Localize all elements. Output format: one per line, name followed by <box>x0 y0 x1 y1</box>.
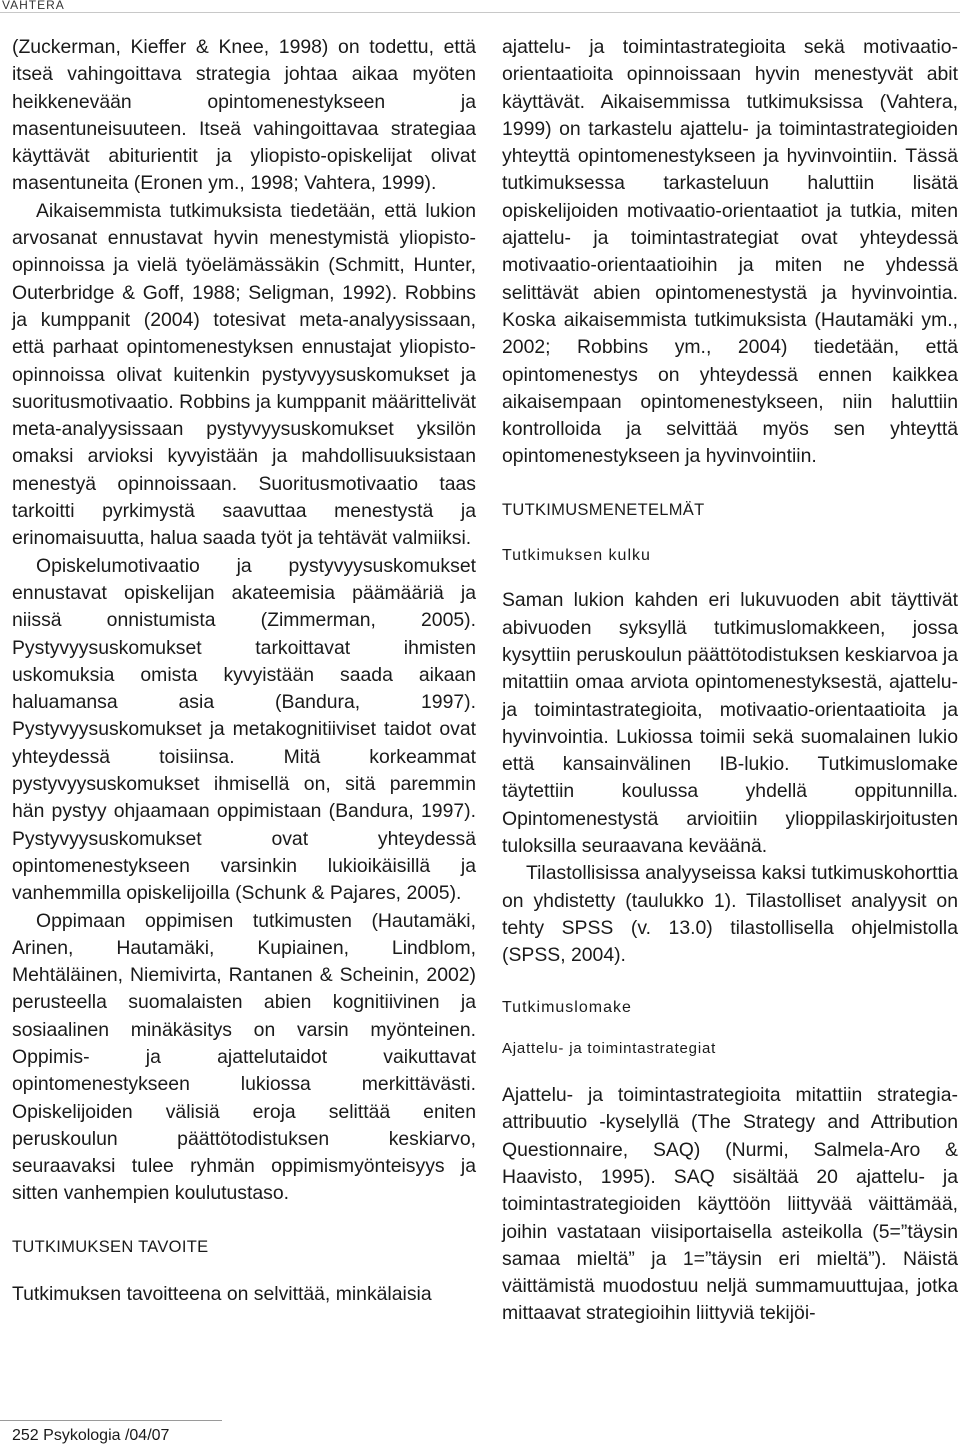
footer-page-info: 252 Psykologia /04/07 <box>12 1427 170 1444</box>
left-paragraph-4: Oppimaan oppimisen tutkimusten (Hautamäki, Arinen, Hautamäki, Kupiainen, Lindblom, Mehtäläinen, Niemivirta, Rantanen & Scheinin, 2002) perusteella suomalaisten abien kognitiivinen ja sosiaalinen minäkäsitys on varsin myönteinen. Oppimis- ja ajattelutaidot vaikuttavat opintomenestykseen lukiossa merkittävästi. Opiskelijoiden välisiä eroja selittää eniten peruskoulun päättötodistuksen keskiarvo, seuraavaksi tulee ryhmän oppimismyönteisyys ja sitten vanhempien koulutustaso. <box>12 909 476 1205</box>
page-footer <box>0 1420 222 1444</box>
right-column <box>502 34 958 1328</box>
subheading-questionnaire: Tutkimuslomake <box>502 998 632 1016</box>
right-paragraph-3: Tilastollisissa analyyseissa kaksi tutkimuskohorttia on yhdistetty (taulukko 1). Tilastolliset analyysit on tehty SPSS (v. 13.0) tilastollisella ohjelmistolla (SPSS, 2004). <box>502 862 958 967</box>
subheading-study-course: Tutkimuksen kulku <box>502 547 651 565</box>
subsubheading-strategies: Ajattelu- ja toimintastrategiat <box>502 1039 717 1057</box>
left-paragraph-2: Aikaisemmista tutkimuksista tiedetään, että lukion arvosanat ennustavat hyvin menestymistä yliopisto-opinnoissa ja vielä työelämässäkin (Schmitt, Hunter, Outerbridge & Goff, 1988; Seligman, 1992). Robbins ja kumppanit (2004) totesivat meta-analyysissaan, että parhaat opintomenestyksen ennustajat yliopisto-opinnoissa olivat kuitenkin pystyvyysuskomukset ja suoritusmotivaatio. Robbins ja kumppanit määrittelivät meta-analyysissaan pystyvyysuskomukset yksilön omaksi arvioksi kyvyistään ja mahdollisuuksistaan menestyä opinnoissaan. Suoritusmotivaatio taas tarkoitti pyrkimystä saavuttaa menestystä ja erinomaisuutta, halua saada työt ja tehtävät valmiiksi. <box>12 199 476 550</box>
right-paragraph-4: Ajattelu- ja toimintastrategioita mitattiin strategia-attribuutio -kyselyllä (The Strategy and Attribution Questionnaire, SAQ) (Nurmi, Salmela-Aro & Haavisto, 1995). SAQ sisältää 20 ajattelu- ja toimintastrategioiden käyttöön liittyvää väittämää, joihin vastataan viisiportaisella asteikolla (5=”täysin samaa mieltä” ja 1=”täysin eri mieltä”). Näistä väittämistä muodostuu neljä summamuuttujaa, jotka mittaavat strategioihin liittyviä tekijöi- <box>502 1084 958 1325</box>
heading-methods: TUTKIMUSMENETELMÄT <box>502 500 705 519</box>
right-paragraph-1: ajattelu- ja toimintastrategioita sekä motivaatio-orientaatioita opinnoissaan hyvin menestyvät abit käyttävät. Aikaisemmissa tutkimuksissa (Vahtera, 1999) on tarkastelu ajattelu- ja toimintastrategioiden yhteyttä opintomenestykseen ja hyvinvointiin. Tässä tutkimuksessa tarkasteluun haluttiin lisätä opiskelijoiden motivaatio-orientaatiot ja tutkia, miten ajattelu- ja toimintastrategiat ovat yhteydessä motivaatio-orientaatioihin ja miten ne yhdessä selittävät abien opintomenestystä ja hyvinvointia. Koska aikaisemmista tutkimuksista (Hautamäki ym., 2002; Robbins ym., 2004) tiedetään, että opintomenestys on yhteydessä ennen kaikkea aikaisempaan opintomenestykseen, niin haluttiin kontrolloida ja selvittää myös sen yhteyttä opintomenestykseen ja hyvinvointiin. <box>502 36 958 468</box>
running-header <box>0 0 960 13</box>
left-paragraph-3: Opiskelumotivaatio ja pystyvyysuskomukset ennustavat opiskelijan akateemisia päämääriä ja niissä onnistumista (Zimmerman, 2005). Pystyvyysuskomukset tarkoittavat ihmisten uskomuksia omista kyvyistään saada aikaan haluamansa asia (Bandura, 1997). Pystyvyysuskomukset ja metakognitiiviset taidot ovat yhteydessä toisiinsa. Mitä korkeammat pystyvyysuskomukset ihmisellä on, sitä paremmin hän pystyy ohjaamaan oppimistaan (Bandura, 1997). Pystyvyysuskomukset ovat yhteydessä opintomenestykseen varsinkin lukioikäisillä ja vanhemmilla opiskelijoilla (Schunk & Pajares, 2005). <box>12 554 476 905</box>
left-paragraph-5: Tutkimuksen tavoitteena on selvittää, minkälaisia <box>12 1283 432 1306</box>
header-title: VAHTERA <box>2 0 65 12</box>
left-paragraph-1: (Zuckerman, Kieffer & Knee, 1998) on todettu, että itseä vahingoittava strategia johtaa aikaa myöten heikkenevään opintomenestykseen ja masentuneisuuteen. Itseä vahingoittavaa strategiaa käyttävät abiturientit ja yliopisto-opiskelijat olivat masentuneita (Eronen ym., 1998; Vahtera, 1999). <box>12 36 476 195</box>
heading-research-goal: TUTKIMUKSEN TAVOITE <box>12 1237 209 1256</box>
left-column <box>12 34 476 1308</box>
right-paragraph-2: Saman lukion kahden eri lukuvuoden abit täyttivät abivuoden syksyllä tutkimuslomakkeen, jossa kysyttiin peruskoulun päättötodistuksen keskiarvoa ja mitattiin omaa arviota opintomenestyksestä, ajattelu- ja toimintastrategioita, motivaatio-orientaatioita ja hyvinvointia. Lukiossa toimii sekä suomalainen lukio että kansainvälinen IB-lukio. Tutkimuslomake täytettiin koulussa yhdellä oppitunnilla. Opintomenestystä arvioitiin ylioppilaskirjoitusten tuloksilla seuraavana keväänä. <box>502 589 958 858</box>
